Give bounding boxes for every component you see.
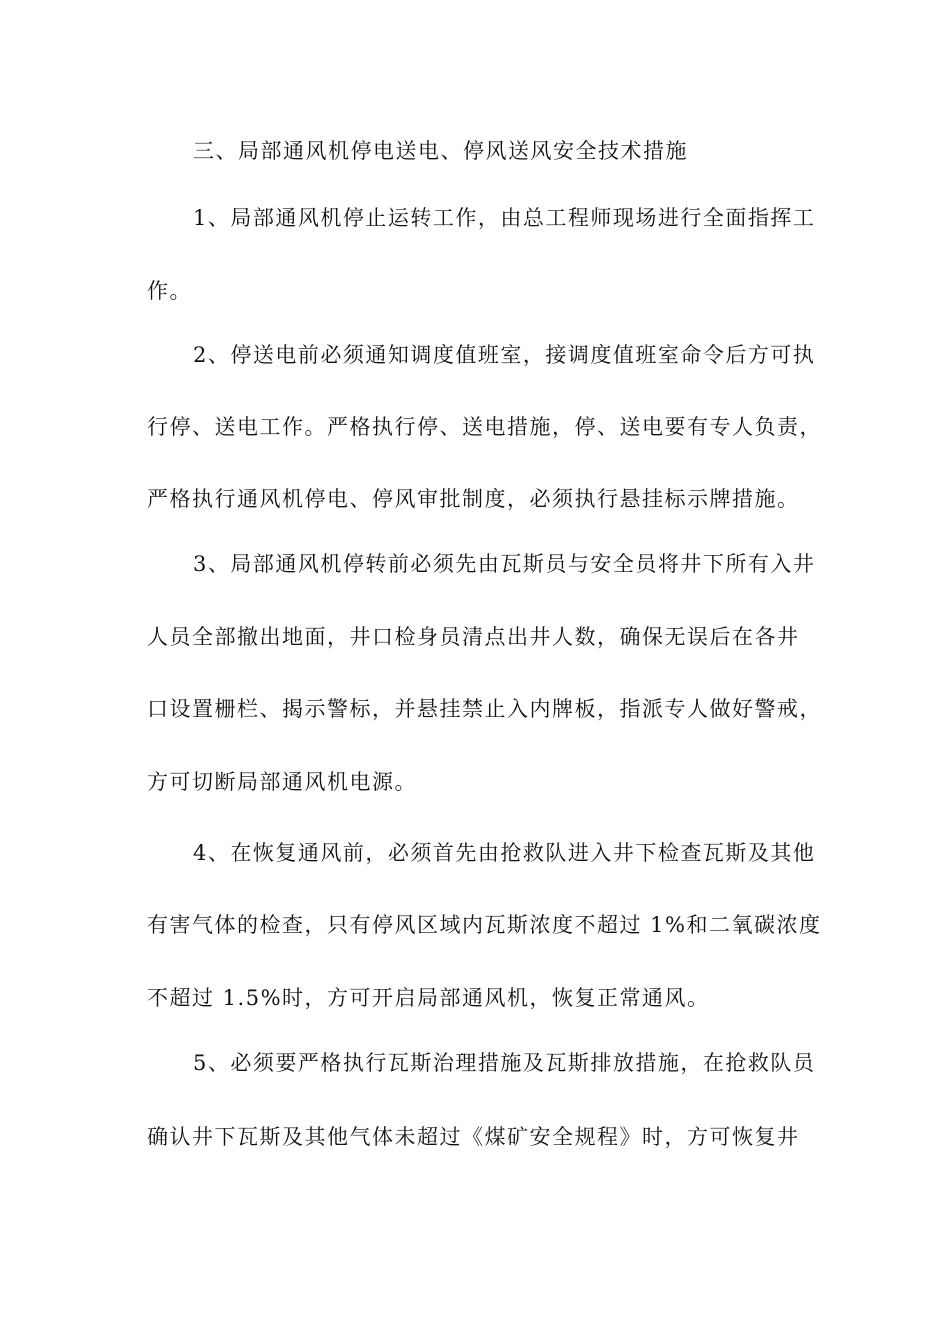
paragraph-1-line-1: 1、局部通风机停止运转工作，由总工程师现场进行全面指挥工 xyxy=(193,206,816,230)
paragraph-3-line-1: 3、局部通风机停转前必须先由瓦斯员与安全员将井下所有入井 xyxy=(193,552,816,576)
paragraph-3-line-4: 方可切断局部通风机电源。 xyxy=(147,770,417,794)
section-heading: 三、局部通风机停电送电、停风送风安全技术措施 xyxy=(193,139,688,163)
paragraph-1-line-2: 作。 xyxy=(147,279,192,303)
paragraph-4-line-1: 4、在恢复通风前，必须首先由抢救队进入井下检查瓦斯及其他 xyxy=(193,841,816,865)
paragraph-5-line-2: 确认井下瓦斯及其他气体未超过《煤矿安全规程》时，方可恢复井 xyxy=(147,1125,800,1149)
paragraph-2-line-1: 2、停送电前必须通知调度值班室，接调度值班室命令后方可执 xyxy=(193,343,816,367)
paragraph-2-line-3: 严格执行通风机停电、停风审批制度，必须执行悬挂标示牌措施。 xyxy=(147,487,800,511)
paragraph-4-line-3: 不超过 1.5%时，方可开启局部通风机，恢复正常通风。 xyxy=(147,986,710,1010)
paragraph-4-line-2: 有害气体的检查，只有停风区域内瓦斯浓度不超过 1%和二氧碳浓度 xyxy=(147,913,822,937)
paragraph-2-line-2: 行停、送电工作。严格执行停、送电措施，停、送电要有专人负责， xyxy=(147,415,822,439)
paragraph-3-line-2: 人员全部撤出地面，井口检身员清点出井人数，确保无误后在各井 xyxy=(147,625,800,649)
paragraph-5-line-1: 5、必须要严格执行瓦斯治理措施及瓦斯排放措施，在抢救队员 xyxy=(193,1051,816,1075)
paragraph-3-line-3: 口设置栅栏、揭示警标，并悬挂禁止入内牌板，指派专人做好警戒， xyxy=(147,697,822,721)
